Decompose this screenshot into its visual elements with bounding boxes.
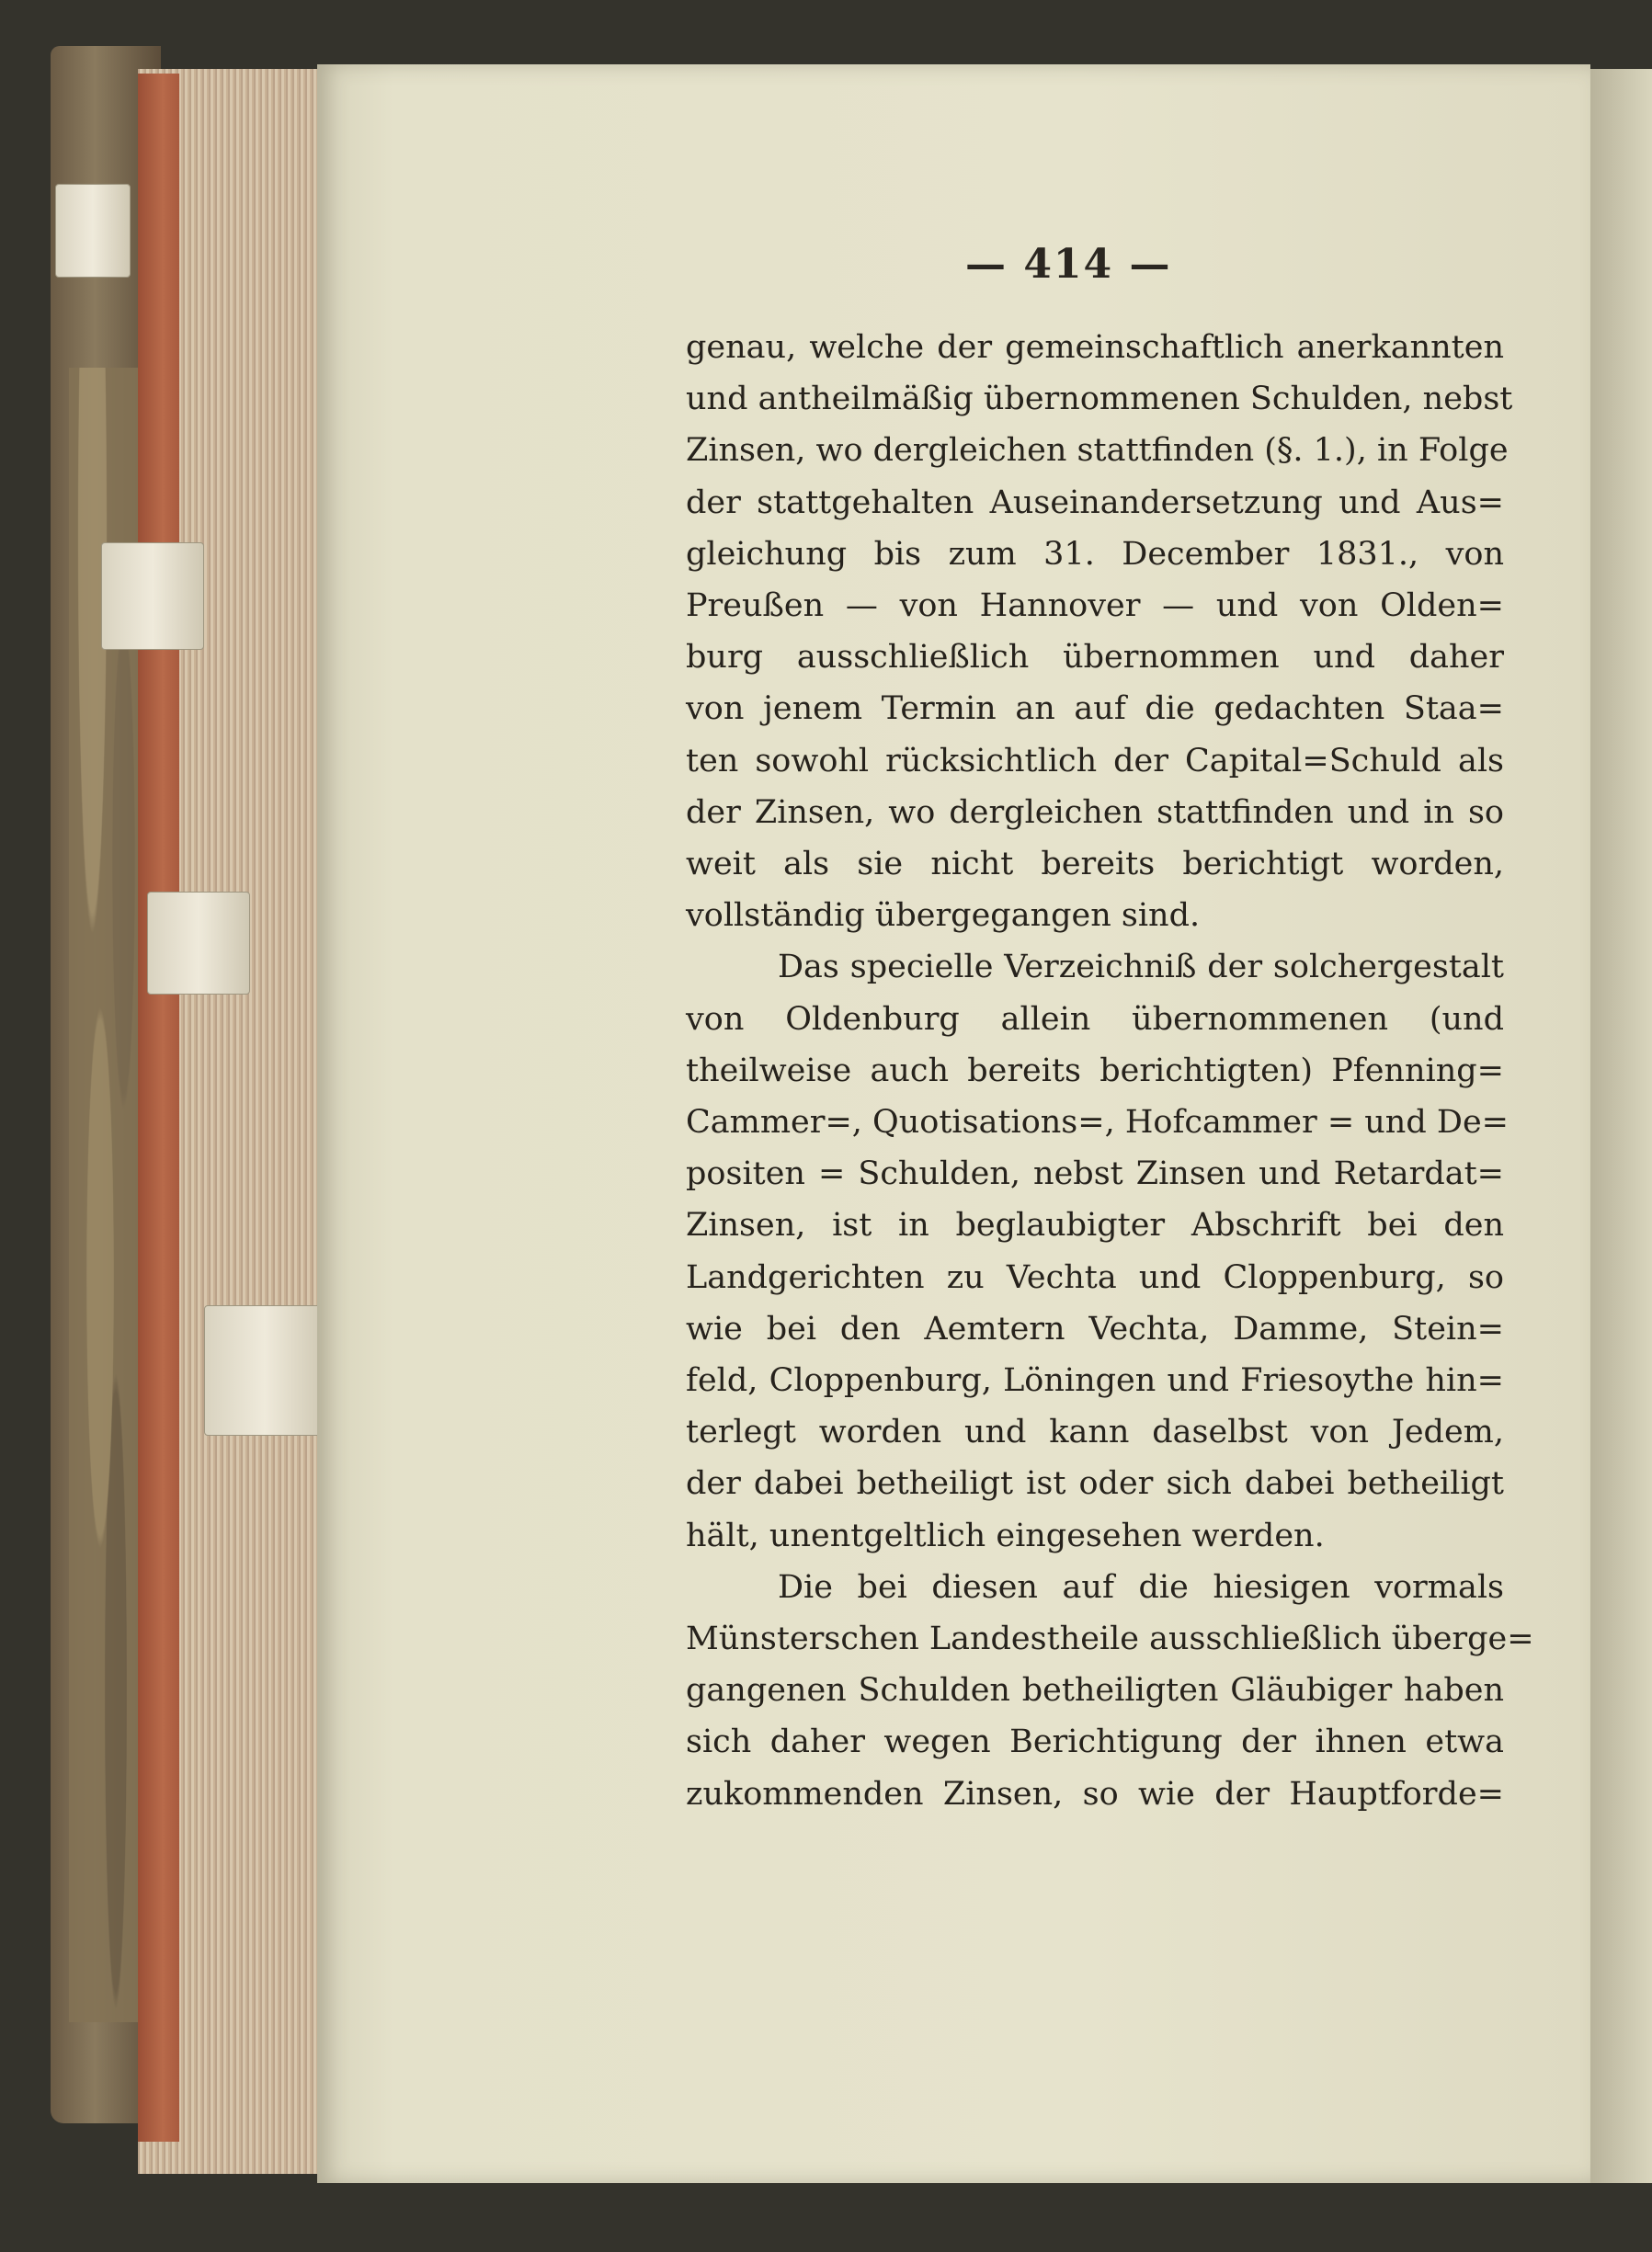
- text-line: Preußen — von Hannover — und von Olden=: [686, 587, 1504, 625]
- paper-tab: [204, 1305, 325, 1436]
- text-line: zukommenden Zinsen, so wie der Hauptforde=: [686, 1775, 1504, 1813]
- text-line: ten sowohl rücksichtlich der Capital=Schuld als: [686, 742, 1504, 779]
- text-line: von Oldenburg allein übernommenen (und: [686, 1000, 1504, 1038]
- page-number: — 414 —: [965, 241, 1172, 288]
- text-line: terlegt worden und kann daselbst von Jedem,: [686, 1414, 1504, 1451]
- text-line: hält, unentgeltlich eingesehen werden.: [686, 1517, 1325, 1554]
- text-line: gangenen Schulden betheiligten Gläubiger haben: [686, 1672, 1504, 1710]
- text-line: der Zinsen, wo dergleichen stattfinden und in so: [686, 793, 1504, 831]
- facing-page-edge: [1590, 69, 1652, 2183]
- text-line: Die bei diesen auf die hiesigen vormals: [778, 1568, 1504, 1606]
- text-line: Münsterschen Landestheile ausschließlich überge=: [686, 1621, 1534, 1658]
- text-line: burg ausschließlich übernommen und daher: [686, 639, 1504, 677]
- text-line: der stattgehalten Auseinandersetzung und Aus=: [686, 483, 1504, 521]
- text-line: positen = Schulden, nebst Zinsen und Retardat=: [686, 1155, 1504, 1193]
- text-line: und antheilmäßig übernommenen Schulden, nebst: [686, 381, 1513, 418]
- text-line: sich daher wegen Berichtigung der ihnen etwa: [686, 1723, 1504, 1761]
- red-page-edge: [138, 74, 179, 2142]
- paper-tab: [101, 542, 204, 650]
- text-line: wie bei den Aemtern Vechta, Damme, Stein=: [686, 1310, 1504, 1348]
- text-line: theilweise auch bereits berichtigten) Pfenning=: [686, 1052, 1504, 1089]
- text-line: genau, welche der gemeinschaftlich anerkannten: [686, 329, 1504, 366]
- text-line: Zinsen, ist in beglaubigter Abschrift bei den: [686, 1207, 1504, 1245]
- text-line: Cammer=, Quotisations=, Hofcammer = und De=: [686, 1104, 1509, 1142]
- text-line: weit als sie nicht bereits berichtigt worden,: [686, 846, 1504, 883]
- text-line: Das specielle Verzeichniß der solchergestalt: [778, 949, 1504, 986]
- text-line: Landgerichten zu Vechta und Cloppenburg, so: [686, 1258, 1504, 1296]
- text-line: der dabei betheiligt ist oder sich dabei betheiligt: [686, 1465, 1504, 1503]
- text-line: vollständig übergegangen sind.: [686, 897, 1201, 935]
- paper-tab: [147, 892, 250, 995]
- paper-tab: [55, 184, 131, 278]
- page-text: [686, 322, 1534, 1820]
- text-line: gleichung bis zum 31. December 1831., von: [686, 535, 1504, 573]
- text-line: feld, Cloppenburg, Löningen und Friesoythe hin=: [686, 1362, 1504, 1400]
- text-line: von jenem Termin an auf die gedachten Staa=: [686, 690, 1504, 728]
- text-line: Zinsen, wo dergleichen stattfinden (§. 1.), in Folge: [686, 432, 1509, 470]
